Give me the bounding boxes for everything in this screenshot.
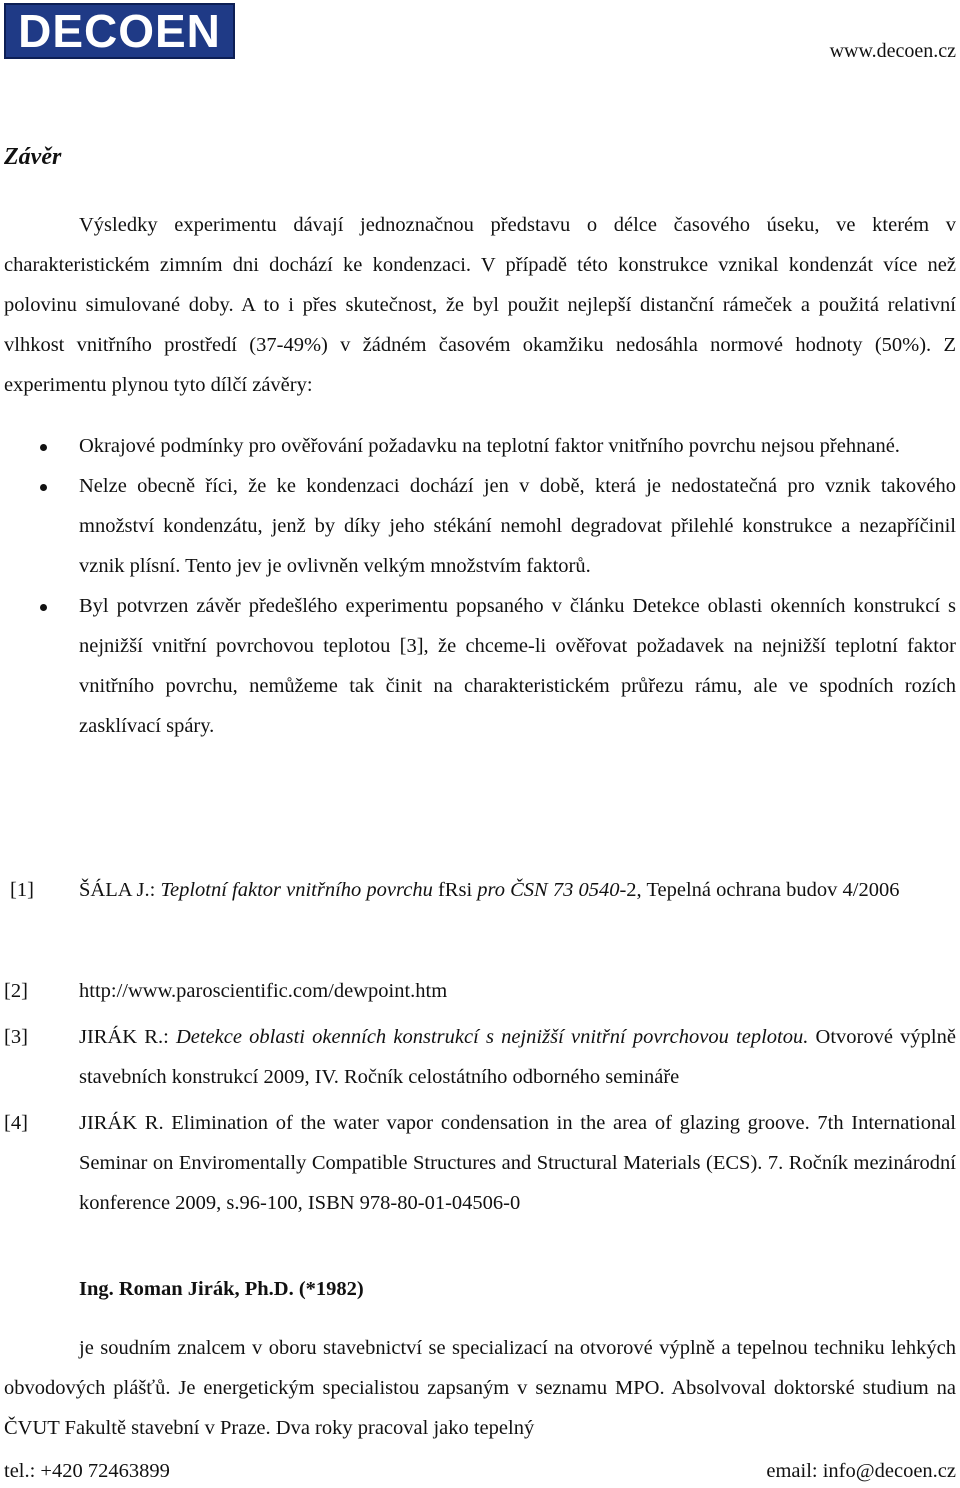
reference-text: [79, 870, 956, 910]
list-item: [0, 466, 956, 586]
list-item: [0, 426, 956, 466]
reference-number: [1]: [10, 879, 34, 901]
reference-3: [0, 1017, 960, 1097]
header-url[interactable]: www.decoen.cz: [829, 40, 956, 62]
reference-source: Elimination of the water vapor condensation in the area of glazing groove. 7th International Seminar on Enviromentally Compatible Structures and Structural Materials (ECS). 7. Ročník mezinárodní konference 2009, s.96-100, ISBN 978-80-01-04506-0: [79, 1112, 956, 1214]
reference-link[interactable]: http://www.paroscientific.com/dewpoint.htm: [79, 980, 448, 1002]
reference-standard: pro ČSN 73 0540: [477, 879, 620, 901]
company-logo: [4, 3, 235, 59]
reference-symbol: fRsi: [432, 879, 478, 901]
footer-phone[interactable]: tel.: +420 72463899: [4, 1460, 170, 1482]
reference-2: [0, 971, 960, 1011]
reference-number: [4]: [4, 1112, 28, 1134]
reference-author: JIRÁK R.: [79, 1112, 164, 1134]
list-item: [0, 586, 956, 746]
reference-title: Detekce oblasti okenních konstrukcí s nejnižší vnitřní povrchovou teplotou.: [168, 1026, 809, 1048]
bullet-icon: [40, 444, 47, 451]
reference-text: [79, 1017, 956, 1097]
reference-1: [0, 870, 960, 910]
list-item-text: Byl potvrzen závěr předešlého experimentu popsaného v článku Detekce oblasti okenních konstrukcí s nejnižší vnitřní povrchovou teplotou [3], že chceme-li ověřovat požadavek na nejnižší teplotní faktor vnitřního povrchu, nemůžeme tak činit na charakteristickém průřezu rámu, ale ve spodních rozích zasklívací spáry.: [79, 595, 956, 737]
reference-number: [3]: [4, 1026, 28, 1048]
section-title: Závěr: [4, 144, 62, 170]
reference-4: [0, 1103, 960, 1223]
conclusions-list: [0, 426, 960, 746]
list-item-text: Okrajové podmínky pro ověřování požadavku na teplotní faktor vnitřního povrchu nejsou přehnané.: [79, 435, 900, 457]
reference-source: -2, Tepelná ochrana budov 4/2006: [619, 879, 900, 901]
reference-author: JIRÁK R.:: [79, 1026, 169, 1048]
logo-text: DECOEN: [18, 5, 221, 57]
reference-source: Otvorové výplně stavebních konstrukcí 2009, IV. Ročník celostátního odborného semináře: [79, 1026, 956, 1088]
reference-title: Teplotní faktor vnitřního povrchu: [160, 879, 433, 901]
reference-text: [79, 1103, 956, 1223]
intro-paragraph: Výsledky experimentu dávají jednoznačnou představu o délce časového úseku, ve kterém v charakteristickém zimním dni dochází ke kondenzaci. V případě této konstrukce vznikal kondenzát více než polovinu simulované doby. A to i přes skutečnost, že byl použit nejlepší distanční rámeček a použitá relativní vlhkost vnitřního prostředí (37-49%) v žádném časovém okamžiku nedosáhla normové hodnoty (50%). Z experimentu plynou tyto dílčí závěry:: [4, 214, 956, 396]
bullet-icon: [40, 484, 47, 491]
reference-number: [2]: [4, 980, 28, 1002]
author-name: Ing. Roman Jirák, Ph.D. (*1982): [79, 1278, 364, 1300]
list-item-text: Nelze obecně říci, že ke kondenzaci dochází jen v době, která je nedostatečná pro vznik takového množství kondenzátu, jenž by díky jeho stékání nemohl degradovat přilehlé konstrukce a nezapříčinil vznik plísní. Tento jev je ovlivněn velkým množstvím faktorů.: [79, 475, 956, 577]
reference-author: ŠÁLA J.:: [79, 879, 156, 901]
author-bio: je soudním znalcem v oboru stavebnictví se specializací na otvorové výplně a tepelnou techniku lehkých obvodových plášťů. Je energetickým specialistou zapsaným v seznamu MPO. Absolvoval doktorské studium na ČVUT Fakultě stavební v Praze. Dva roky pracoval jako tepelný: [4, 1337, 956, 1439]
footer-email[interactable]: email: info@decoen.cz: [766, 1460, 956, 1482]
bullet-icon: [40, 604, 47, 611]
